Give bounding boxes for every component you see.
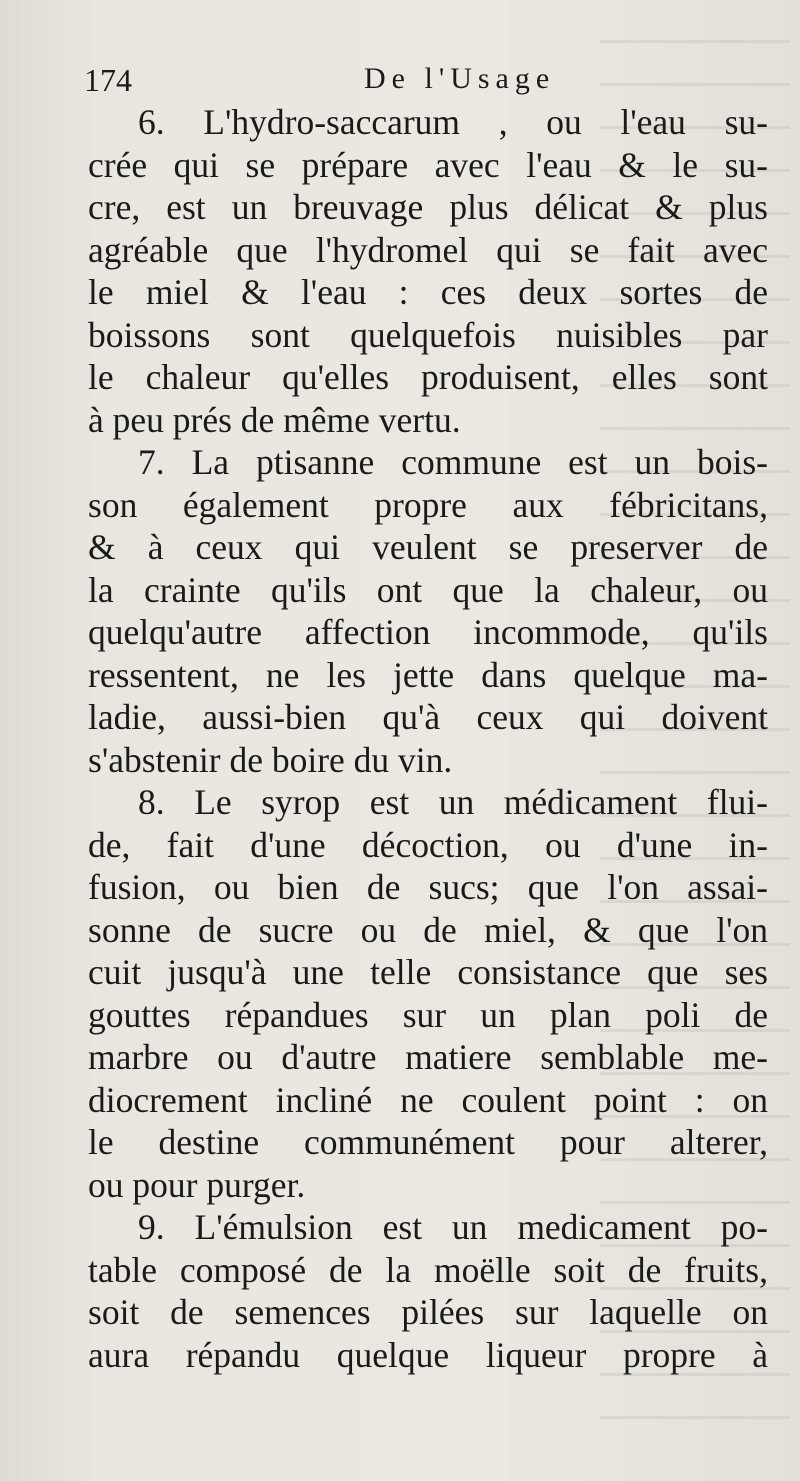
text-line: 8. Le syrop est un médicament flui- (138, 782, 768, 822)
text-line: le chaleur qu'elles produisent, elles sont (88, 357, 768, 397)
text-line: diocrement incliné ne coulent point : on (88, 1079, 768, 1120)
text-line: gouttes répandues sur un plan poli de (88, 994, 768, 1035)
text-line: crée qui se prépare avec l'eau & le su- (88, 144, 768, 185)
page-header (84, 58, 764, 106)
text-line: le destine communément pour alterer, (88, 1122, 768, 1162)
text-line: ressentent, ne les jette dans quelque ma- (88, 654, 768, 695)
text-line: la crainte qu'ils ont que la chaleur, ou (88, 569, 768, 610)
text-line: table composé de la moëlle soit de fruits, (88, 1249, 768, 1290)
text-line: son également propre aux fébricitans, (88, 484, 768, 525)
text-line: s'abstenir de boire du vin. (88, 739, 453, 780)
text-line: cuit jusqu'à une telle consistance que ses (88, 952, 768, 992)
text-line: à peu prés de même vertu. (88, 399, 461, 440)
text-line: quelqu'autre affection incommode, qu'ils (88, 612, 768, 652)
text-line: le miel & l'eau : ces deux sortes de (88, 272, 768, 312)
text-line: agréable que l'hydromel qui se fait avec (88, 229, 768, 270)
text-line: boissons sont quelquefois nuisibles par (88, 314, 768, 355)
text-line: 9. L'émulsion est un medicament po- (138, 1207, 768, 1247)
page-number: 174 (84, 62, 132, 98)
text-line: de, fait d'une décoction, ou d'une in- (88, 824, 768, 865)
running-head: De l'Usage (364, 62, 556, 95)
text-line: ladie, aussi-bien qu'à ceux qui doivent (88, 697, 768, 737)
body-text (88, 101, 768, 1376)
text-line: & à ceux qui veulent se preserver de (88, 527, 768, 567)
text-line: cre, est un breuvage plus délicat & plus (88, 187, 768, 227)
text-line: aura répandu quelque liqueur propre à (88, 1334, 768, 1375)
text-line: sonne de sucre ou de miel, & que l'on (88, 909, 768, 950)
text-line: soit de semences pilées sur laquelle on (88, 1292, 768, 1332)
text-line: 6. L'hydro-saccarum , ou l'eau su- (138, 102, 768, 142)
text-line: fusion, ou bien de sucs; que l'on assai- (88, 867, 768, 907)
text-line: ou pour purger. (88, 1164, 306, 1205)
text-line: 7. La ptisanne commune est un bois- (138, 442, 768, 482)
text-line: marbre ou d'autre matiere semblable me- (88, 1037, 768, 1077)
